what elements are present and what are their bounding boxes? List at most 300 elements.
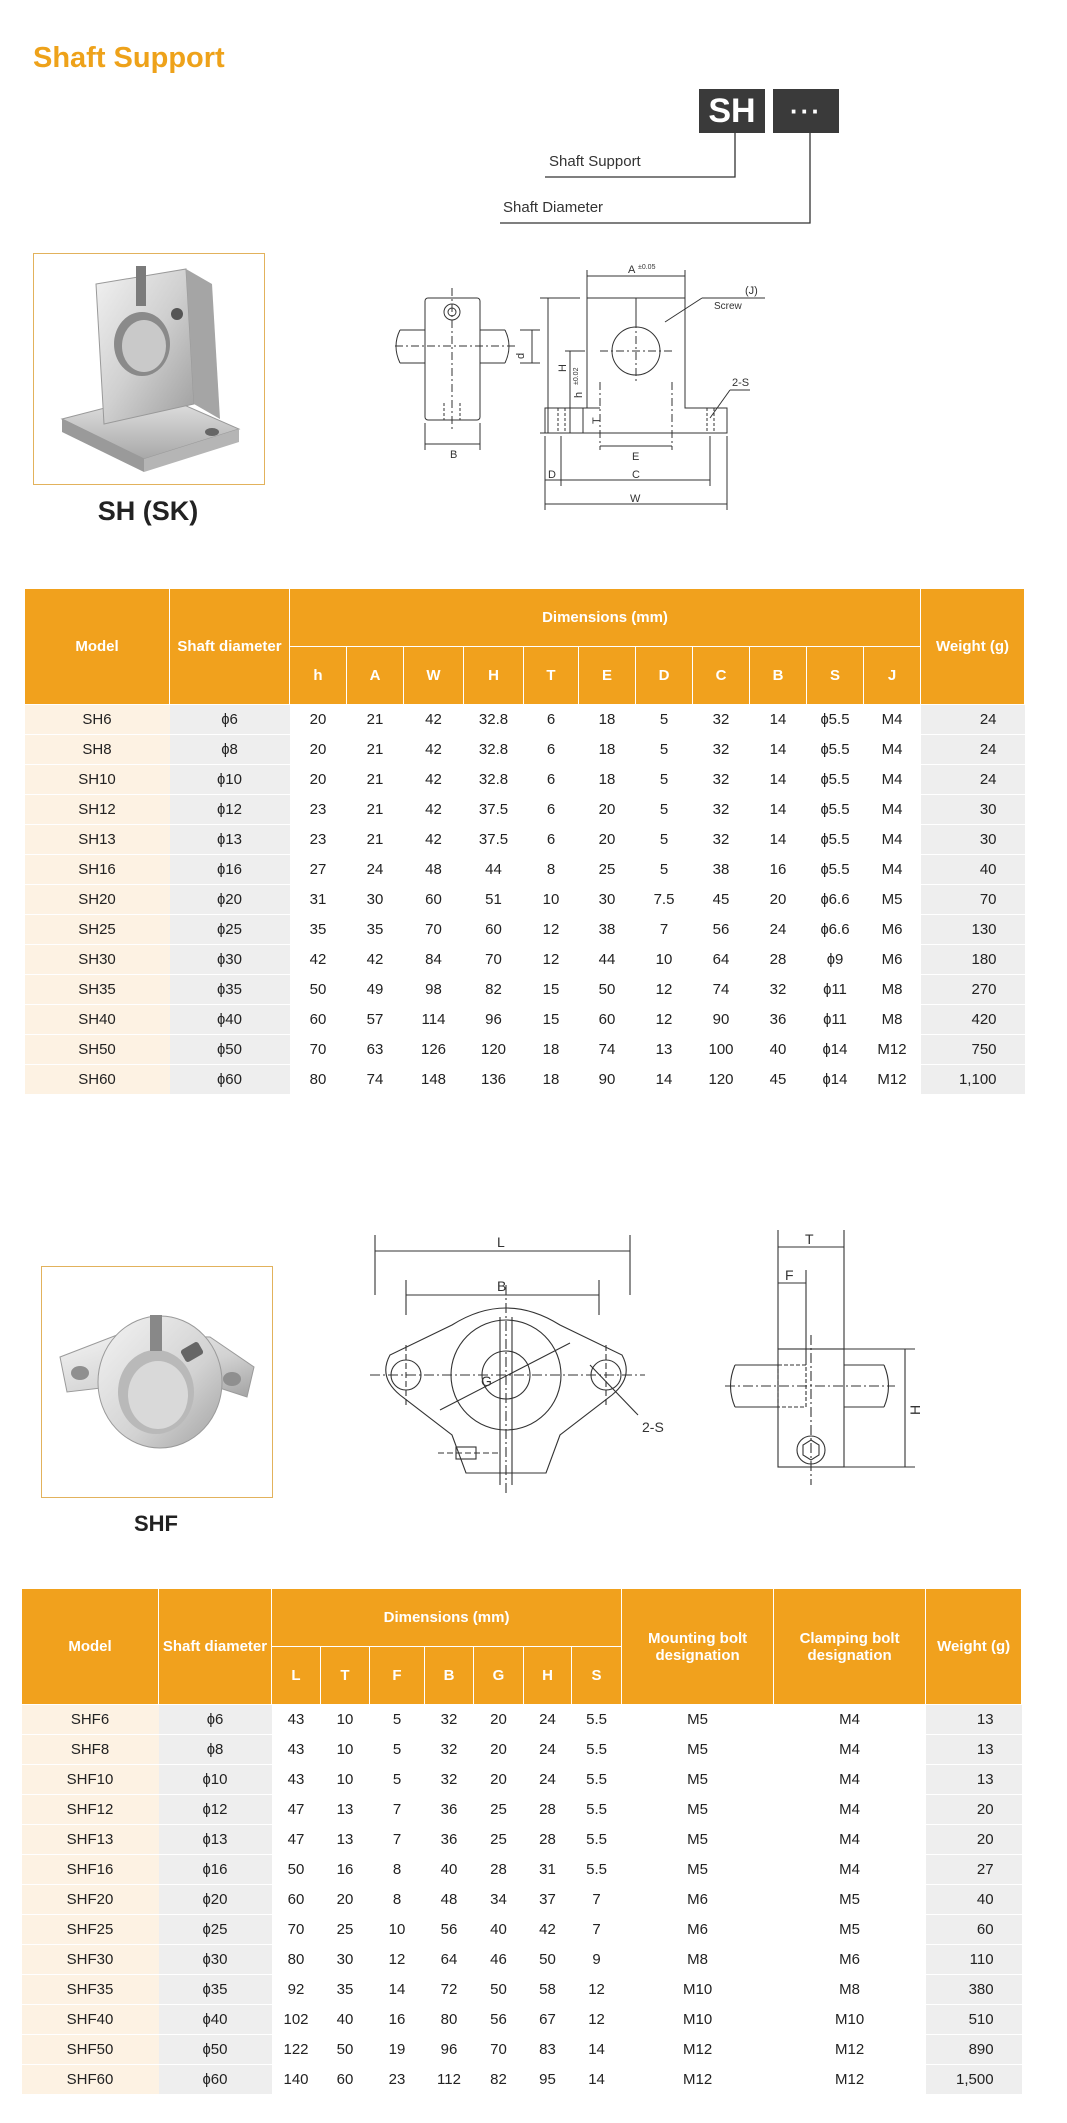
table-cell: 36: [425, 1825, 474, 1855]
table-row: [22, 1975, 1022, 2005]
table-cell: 5.5: [572, 1825, 622, 1855]
table-cell: M4: [774, 1795, 926, 1825]
table-cell: 7.5: [636, 885, 693, 915]
table-cell: SHF40: [22, 2005, 159, 2035]
table-cell: 24: [524, 1705, 572, 1735]
table-cell: 21: [347, 705, 404, 735]
table-row: [25, 1065, 1025, 1095]
table-cell: 24: [524, 1735, 572, 1765]
sh-dim-header-w: W: [404, 647, 464, 705]
table-cell: 60: [290, 1005, 347, 1035]
table-cell: 32: [693, 795, 750, 825]
code-part-sh: SH: [699, 89, 765, 133]
table-cell: ɸ16: [170, 855, 290, 885]
table-cell: SH40: [25, 1005, 170, 1035]
table-cell: 14: [750, 825, 807, 855]
shf-header-clamping-bolt: Clamping bolt designation: [774, 1589, 926, 1705]
table-cell: 32: [693, 735, 750, 765]
shf-dim-header-l: L: [272, 1647, 321, 1705]
table-cell: 20: [474, 1705, 524, 1735]
table-row: [25, 705, 1025, 735]
table-cell: 40: [474, 1915, 524, 1945]
table-cell: 100: [693, 1035, 750, 1065]
table-cell: SHF13: [22, 1825, 159, 1855]
table-cell: 50: [290, 975, 347, 1005]
table-cell: ɸ13: [159, 1825, 272, 1855]
table-cell: 20: [321, 1885, 370, 1915]
table-cell: 5: [636, 795, 693, 825]
sh-dim-B: B: [450, 449, 458, 461]
table-cell: 20: [926, 1795, 1022, 1825]
page-title: Shaft Support: [33, 42, 225, 74]
table-cell: 50: [272, 1855, 321, 1885]
table-cell: 74: [347, 1065, 404, 1095]
table-cell: M12: [864, 1035, 921, 1065]
table-cell: 35: [321, 1975, 370, 2005]
table-cell: SHF20: [22, 1885, 159, 1915]
sh-dim-header-h: H: [464, 647, 524, 705]
table-cell: 15: [524, 1005, 579, 1035]
table-row: [25, 735, 1025, 765]
table-cell: 20: [474, 1735, 524, 1765]
table-cell: 14: [572, 2065, 622, 2095]
table-cell: ɸ40: [170, 1005, 290, 1035]
table-cell: 58: [524, 1975, 572, 2005]
table-cell: 110: [926, 1945, 1022, 1975]
table-cell: 140: [272, 2065, 321, 2095]
table-cell: SHF6: [22, 1705, 159, 1735]
table-cell: 5.5: [572, 1855, 622, 1885]
table-cell: SH50: [25, 1035, 170, 1065]
table-row: [25, 1005, 1025, 1035]
table-cell: 20: [290, 705, 347, 735]
table-cell: 7: [370, 1825, 425, 1855]
table-cell: 18: [524, 1065, 579, 1095]
table-cell: 35: [347, 915, 404, 945]
shf-header-weight: Weight (g): [926, 1589, 1022, 1705]
table-cell: 40: [425, 1855, 474, 1885]
table-cell: 32: [750, 975, 807, 1005]
table-cell: 6: [524, 825, 579, 855]
table-cell: ɸ11: [807, 1005, 864, 1035]
table-cell: 13: [636, 1035, 693, 1065]
sh-dim-A-tolerance: ±0.05: [638, 264, 656, 271]
table-cell: 44: [464, 855, 524, 885]
shf-technical-drawing: [360, 1225, 960, 1515]
shf-dim-F: F: [785, 1267, 794, 1283]
table-cell: 45: [750, 1065, 807, 1095]
table-cell: 28: [474, 1855, 524, 1885]
table-cell: 20: [750, 885, 807, 915]
table-cell: ɸ16: [159, 1855, 272, 1885]
table-cell: ɸ10: [159, 1765, 272, 1795]
table-cell: 20: [579, 825, 636, 855]
shf-dim-header-s: S: [572, 1647, 622, 1705]
table-cell: SHF60: [22, 2065, 159, 2095]
table-row: [25, 885, 1025, 915]
table-cell: 60: [926, 1915, 1022, 1945]
shf-dim-header-h: H: [524, 1647, 572, 1705]
table-cell: 12: [572, 2005, 622, 2035]
table-cell: 18: [524, 1035, 579, 1065]
table-cell: 5.5: [572, 1765, 622, 1795]
table-cell: M5: [622, 1765, 774, 1795]
table-cell: 72: [425, 1975, 474, 2005]
table-cell: M12: [622, 2065, 774, 2095]
table-cell: 60: [404, 885, 464, 915]
table-cell: ɸ14: [807, 1035, 864, 1065]
table-cell: ɸ5.5: [807, 735, 864, 765]
table-row: [22, 1855, 1022, 1885]
table-row: [22, 1795, 1022, 1825]
table-cell: 31: [290, 885, 347, 915]
table-cell: 8: [524, 855, 579, 885]
table-cell: 82: [474, 2065, 524, 2095]
table-cell: 37.5: [464, 795, 524, 825]
table-cell: 43: [272, 1735, 321, 1765]
table-cell: ɸ10: [170, 765, 290, 795]
table-cell: M4: [774, 1855, 926, 1885]
table-cell: 24: [921, 765, 1025, 795]
shf-dim-T: T: [805, 1231, 814, 1247]
table-cell: 60: [464, 915, 524, 945]
table-row: [25, 795, 1025, 825]
sh-caption: SH (SK): [97, 496, 199, 526]
table-cell: 13: [926, 1705, 1022, 1735]
shf-table-body: [22, 1705, 1022, 2095]
shf-dim-header-f: F: [370, 1647, 425, 1705]
sh-spec-table: [24, 588, 1025, 1095]
table-cell: ɸ35: [170, 975, 290, 1005]
table-cell: 8: [370, 1885, 425, 1915]
table-cell: SHF35: [22, 1975, 159, 2005]
table-cell: 5: [636, 825, 693, 855]
shf-spec-table: [21, 1588, 1022, 2095]
table-cell: 64: [425, 1945, 474, 1975]
table-cell: 34: [474, 1885, 524, 1915]
table-cell: M4: [864, 855, 921, 885]
table-cell: 37: [524, 1885, 572, 1915]
table-cell: ɸ8: [159, 1735, 272, 1765]
table-cell: M5: [622, 1705, 774, 1735]
table-cell: 5.5: [572, 1735, 622, 1765]
table-cell: M4: [864, 765, 921, 795]
table-cell: 120: [693, 1065, 750, 1095]
shf-header-dimensions: Dimensions (mm): [272, 1589, 622, 1647]
table-cell: 56: [474, 2005, 524, 2035]
table-cell: 6: [524, 735, 579, 765]
table-cell: 20: [474, 1765, 524, 1795]
table-cell: 25: [474, 1795, 524, 1825]
table-cell: SHF16: [22, 1855, 159, 1885]
table-cell: 74: [693, 975, 750, 1005]
table-row: [22, 1705, 1022, 1735]
table-cell: 24: [921, 735, 1025, 765]
table-cell: 5: [370, 1705, 425, 1735]
sh-dim-header-a: A: [347, 647, 404, 705]
shf-header-mounting-bolt: Mounting bolt designation: [622, 1589, 774, 1705]
table-cell: 70: [921, 885, 1025, 915]
table-cell: 10: [321, 1765, 370, 1795]
table-cell: M8: [622, 1945, 774, 1975]
table-row: [22, 1945, 1022, 1975]
table-cell: 18: [579, 765, 636, 795]
table-cell: ɸ6: [170, 705, 290, 735]
table-cell: ɸ30: [159, 1945, 272, 1975]
table-row: [25, 825, 1025, 855]
table-cell: 7: [572, 1885, 622, 1915]
table-cell: 14: [750, 705, 807, 735]
shf-product-photo: [41, 1266, 273, 1498]
table-cell: ɸ5.5: [807, 855, 864, 885]
shf-shaft-support-illustration: [42, 1267, 272, 1497]
table-cell: 90: [693, 1005, 750, 1035]
table-cell: 5: [370, 1735, 425, 1765]
sh-product-photo: [33, 253, 265, 485]
shf-dim-H: H: [907, 1404, 923, 1415]
table-cell: 12: [524, 945, 579, 975]
table-cell: ɸ6: [159, 1705, 272, 1735]
table-cell: 25: [474, 1825, 524, 1855]
table-cell: 19: [370, 2035, 425, 2065]
table-cell: 24: [921, 705, 1025, 735]
table-cell: 43: [272, 1705, 321, 1735]
table-cell: 12: [636, 975, 693, 1005]
table-cell: M5: [864, 885, 921, 915]
table-cell: 14: [750, 795, 807, 825]
table-cell: 18: [579, 705, 636, 735]
table-cell: 5: [636, 705, 693, 735]
table-cell: 31: [524, 1855, 572, 1885]
table-cell: 130: [921, 915, 1025, 945]
table-cell: 60: [321, 2065, 370, 2095]
table-cell: 20: [290, 765, 347, 795]
table-cell: ɸ8: [170, 735, 290, 765]
table-cell: 14: [636, 1065, 693, 1095]
table-cell: 16: [750, 855, 807, 885]
table-cell: ɸ5.5: [807, 705, 864, 735]
table-cell: 50: [579, 975, 636, 1005]
table-cell: M10: [774, 2005, 926, 2035]
table-cell: 120: [464, 1035, 524, 1065]
table-cell: M12: [774, 2035, 926, 2065]
table-cell: 180: [921, 945, 1025, 975]
sh-dim-C: C: [632, 469, 640, 481]
sh-table-body: [25, 705, 1025, 1095]
table-cell: 49: [347, 975, 404, 1005]
table-cell: SH25: [25, 915, 170, 945]
table-cell: 7: [572, 1915, 622, 1945]
table-cell: 13: [321, 1795, 370, 1825]
table-cell: M4: [864, 795, 921, 825]
table-cell: 83: [524, 2035, 572, 2065]
table-cell: 30: [921, 825, 1025, 855]
shf-dim-header-g: G: [474, 1647, 524, 1705]
table-cell: 23: [290, 825, 347, 855]
table-cell: ɸ14: [807, 1065, 864, 1095]
table-cell: 40: [750, 1035, 807, 1065]
table-cell: M5: [622, 1795, 774, 1825]
table-cell: 5: [636, 735, 693, 765]
table-cell: ɸ12: [159, 1795, 272, 1825]
table-cell: M5: [622, 1735, 774, 1765]
table-cell: 14: [572, 2035, 622, 2065]
table-cell: 63: [347, 1035, 404, 1065]
table-cell: 48: [425, 1885, 474, 1915]
table-cell: 96: [464, 1005, 524, 1035]
table-cell: 37.5: [464, 825, 524, 855]
table-cell: 24: [524, 1765, 572, 1795]
table-cell: M6: [622, 1915, 774, 1945]
table-cell: 13: [321, 1825, 370, 1855]
table-cell: 7: [636, 915, 693, 945]
table-cell: 6: [524, 705, 579, 735]
table-cell: 12: [636, 1005, 693, 1035]
table-cell: 1,100: [921, 1065, 1025, 1095]
code-part-size: ···: [773, 89, 839, 133]
table-cell: 7: [370, 1795, 425, 1825]
table-cell: 23: [370, 2065, 425, 2095]
table-cell: 30: [321, 1945, 370, 1975]
sh-dim-A: A: [628, 264, 636, 276]
table-cell: 21: [347, 735, 404, 765]
table-cell: 42: [404, 795, 464, 825]
table-cell: 74: [579, 1035, 636, 1065]
table-cell: 15: [524, 975, 579, 1005]
table-cell: 32.8: [464, 735, 524, 765]
table-cell: M4: [774, 1735, 926, 1765]
table-cell: 40: [921, 855, 1025, 885]
sh-dim-H: H: [557, 364, 569, 372]
code-label-shaft-support: Shaft Support: [549, 153, 641, 170]
table-cell: SH12: [25, 795, 170, 825]
table-cell: 44: [579, 945, 636, 975]
sh-header-weight: Weight (g): [921, 589, 1025, 705]
table-cell: 136: [464, 1065, 524, 1095]
table-cell: SH30: [25, 945, 170, 975]
sh-dim-S: 2-S: [732, 377, 750, 389]
table-cell: M4: [774, 1765, 926, 1795]
table-cell: 95: [524, 2065, 572, 2095]
table-cell: 20: [290, 735, 347, 765]
table-cell: 5: [636, 765, 693, 795]
table-cell: SHF25: [22, 1915, 159, 1945]
shf-caption: SHF: [134, 1511, 178, 1536]
table-cell: ɸ30: [170, 945, 290, 975]
table-cell: 30: [921, 795, 1025, 825]
table-cell: 380: [926, 1975, 1022, 2005]
table-cell: 12: [370, 1945, 425, 1975]
table-cell: M8: [864, 975, 921, 1005]
table-cell: 13: [926, 1735, 1022, 1765]
sh-dim-header-j: J: [864, 647, 921, 705]
table-cell: SHF10: [22, 1765, 159, 1795]
shf-dim-header-t: T: [321, 1647, 370, 1705]
table-cell: 21: [347, 825, 404, 855]
table-cell: ɸ5.5: [807, 765, 864, 795]
table-cell: ɸ60: [170, 1065, 290, 1095]
table-cell: 98: [404, 975, 464, 1005]
table-cell: 67: [524, 2005, 572, 2035]
table-cell: 57: [347, 1005, 404, 1035]
table-cell: 25: [579, 855, 636, 885]
table-row: [25, 975, 1025, 1005]
table-cell: M12: [864, 1065, 921, 1095]
table-cell: 32: [425, 1765, 474, 1795]
table-cell: 36: [750, 1005, 807, 1035]
table-cell: 23: [290, 795, 347, 825]
table-row: [22, 2035, 1022, 2065]
table-cell: 80: [425, 2005, 474, 2035]
sh-dim-header-d: D: [636, 647, 693, 705]
table-cell: 1,500: [926, 2065, 1022, 2095]
table-cell: 38: [579, 915, 636, 945]
table-cell: SH16: [25, 855, 170, 885]
table-cell: 126: [404, 1035, 464, 1065]
table-cell: SH60: [25, 1065, 170, 1095]
table-cell: 35: [290, 915, 347, 945]
table-cell: 32: [425, 1705, 474, 1735]
table-cell: ɸ50: [159, 2035, 272, 2065]
table-cell: SH8: [25, 735, 170, 765]
table-cell: 5: [370, 1765, 425, 1795]
table-row: [25, 855, 1025, 885]
sh-header-dimensions: Dimensions (mm): [290, 589, 921, 647]
table-row: [25, 945, 1025, 975]
table-cell: 40: [926, 1885, 1022, 1915]
table-cell: M4: [774, 1825, 926, 1855]
shf-dim-G: G: [481, 1373, 492, 1389]
table-cell: 32: [693, 765, 750, 795]
table-cell: 890: [926, 2035, 1022, 2065]
table-cell: 122: [272, 2035, 321, 2065]
table-cell: 42: [290, 945, 347, 975]
table-cell: 38: [693, 855, 750, 885]
table-cell: ɸ20: [170, 885, 290, 915]
table-cell: 47: [272, 1825, 321, 1855]
table-cell: 42: [524, 1915, 572, 1945]
table-cell: 50: [474, 1975, 524, 2005]
code-leader-lines: [490, 133, 820, 233]
table-cell: M4: [774, 1705, 926, 1735]
table-cell: 28: [524, 1825, 572, 1855]
sh-dim-D: D: [548, 469, 556, 481]
sh-dim-screw: Screw: [714, 301, 742, 312]
sh-dim-h: h: [573, 391, 585, 398]
sh-dim-header-e: E: [579, 647, 636, 705]
table-cell: M12: [774, 2065, 926, 2095]
table-cell: M4: [864, 705, 921, 735]
sh-dim-T: T: [591, 417, 603, 424]
table-row: [22, 1825, 1022, 1855]
table-row: [22, 1915, 1022, 1945]
table-cell: 10: [636, 945, 693, 975]
table-cell: 10: [321, 1705, 370, 1735]
table-cell: 270: [921, 975, 1025, 1005]
table-cell: 92: [272, 1975, 321, 2005]
table-cell: 48: [404, 855, 464, 885]
sh-dim-W: W: [630, 493, 641, 505]
table-cell: ɸ20: [159, 1885, 272, 1915]
table-cell: ɸ6.6: [807, 915, 864, 945]
table-cell: M8: [774, 1975, 926, 2005]
table-cell: 64: [693, 945, 750, 975]
table-cell: 42: [347, 945, 404, 975]
sh-dim-E: E: [632, 451, 640, 463]
sh-header-shaft: Shaft diameter: [170, 589, 290, 705]
table-cell: 13: [926, 1765, 1022, 1795]
table-cell: 42: [404, 765, 464, 795]
